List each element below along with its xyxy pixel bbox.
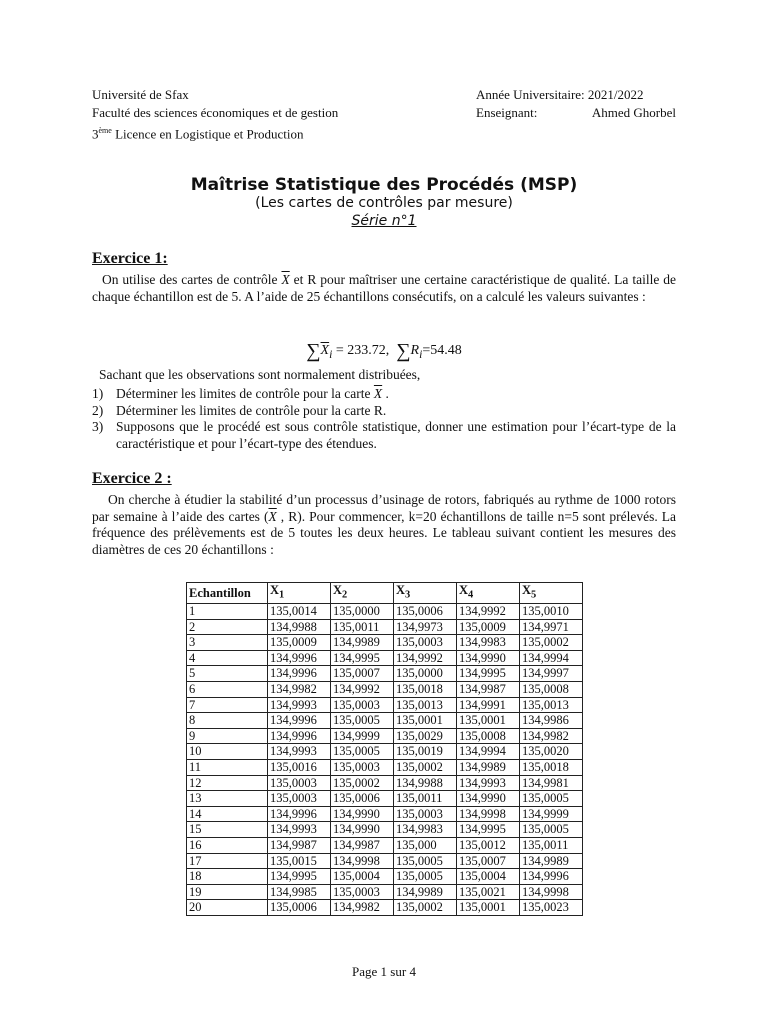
question-3: 3) Supposons que le procédé est sous contrôle statistique, donner une estimation pour l’écart-type de la caractéristique et pour l’écart-type des étendues. [92, 419, 676, 451]
measurement-cell: 134,9990 [331, 806, 394, 822]
teacher-label: Enseignant: [476, 105, 538, 120]
measurement-cell: 134,9988 [268, 619, 331, 635]
measurement-cell: 135,0005 [331, 744, 394, 760]
measurement-cell: 134,9983 [394, 822, 457, 838]
measurement-cell: 135,0018 [520, 760, 583, 776]
measurement-cell: 135,0002 [331, 775, 394, 791]
measurement-cell: 135,0016 [268, 760, 331, 776]
table-header-row [187, 583, 583, 604]
measurement-cell: 134,9996 [268, 806, 331, 822]
measurement-cell: 134,9993 [457, 775, 520, 791]
document-subtitle: (Les cartes de contrôles par mesure) [255, 195, 513, 211]
measurement-cell: 134,9973 [394, 619, 457, 635]
table-row [187, 619, 583, 635]
measurement-cell: 135,0001 [457, 900, 520, 916]
page-number: Page 1 sur 4 [352, 964, 416, 979]
measurement-cell: 134,9995 [331, 650, 394, 666]
measurement-cell: 135,0014 [268, 604, 331, 620]
academic-year: Année Universitaire: 2021/2022 [476, 87, 644, 102]
measurement-cell: 134,9993 [268, 822, 331, 838]
measurement-cell: 134,9994 [520, 650, 583, 666]
exercise-2-intro: On cherche à étudier la stabilité d’un processus d’usinage de rotors, fabriqués au rythme de 1000 rotors par semaine à l’aide des cartes ($\overline{X}$ , R). Pour commencer, k=20 échantillons de taille n=5 sont prélevés. La fréquence des prélèvements est de 5 toutes les deux heures. Le tableau suivant contient les mesures des diamètres de ces 20 échantillons : [92, 492, 676, 557]
measurement-cell: 135,0007 [457, 853, 520, 869]
measurement-cell: 135,0011 [520, 838, 583, 854]
measurement-cell: 135,000 [394, 838, 457, 854]
measurement-cell: 135,0011 [331, 619, 394, 635]
sample-number-cell: 11 [187, 760, 268, 776]
table-row [187, 884, 583, 900]
table-row [187, 682, 583, 698]
measurement-cell: 134,9988 [394, 775, 457, 791]
measurement-cell: 135,0023 [520, 900, 583, 916]
measurement-cell: 135,0000 [394, 666, 457, 682]
table-row [187, 666, 583, 682]
question-1: 1) Déterminer les limites de contrôle pour la carte $\overline{X}$ . [92, 386, 389, 401]
measurement-cell: 135,0009 [268, 635, 331, 651]
header-x3: $X_3$ [394, 583, 457, 604]
sample-number-cell: 8 [187, 713, 268, 729]
measurement-cell: 134,9993 [268, 744, 331, 760]
measurement-cell: 134,9989 [457, 760, 520, 776]
measurements-table [186, 582, 583, 916]
table-row [187, 604, 583, 620]
measurement-cell: 135,0002 [520, 635, 583, 651]
measurement-cell: 134,9994 [457, 744, 520, 760]
measurement-cell: 134,9996 [268, 666, 331, 682]
exercise-2-heading: Exercice 2 : [92, 470, 172, 487]
measurement-cell: 135,0002 [394, 760, 457, 776]
header-x4: $X_4$ [457, 583, 520, 604]
measurement-cell: 135,0003 [394, 635, 457, 651]
measurement-cell: 134,9995 [457, 666, 520, 682]
measurement-cell: 134,9992 [457, 604, 520, 620]
measurement-cell: 135,0003 [331, 697, 394, 713]
measurement-cell: 135,0010 [520, 604, 583, 620]
measurement-cell: 135,0004 [331, 869, 394, 885]
measurement-cell: 134,9996 [268, 728, 331, 744]
measurement-cell: 134,9987 [268, 838, 331, 854]
measurement-cell: 134,9982 [268, 682, 331, 698]
header-x1: $X_1$ [268, 583, 331, 604]
measurement-cell: 134,9996 [520, 869, 583, 885]
measurement-cell: 135,0000 [331, 604, 394, 620]
measurement-cell: 135,0005 [331, 713, 394, 729]
table-row [187, 869, 583, 885]
sample-number-cell: 7 [187, 697, 268, 713]
teacher-name: Ahmed Ghorbel [591, 105, 676, 120]
measurement-cell: 135,0003 [331, 760, 394, 776]
measurement-cell: 134,9990 [457, 791, 520, 807]
table-row [187, 791, 583, 807]
measurement-cell: 134,9995 [268, 869, 331, 885]
exercise-1-questions [92, 386, 676, 452]
measurement-cell: 134,9998 [331, 853, 394, 869]
measurement-cell: 134,9971 [520, 619, 583, 635]
sample-number-cell: 13 [187, 791, 268, 807]
measurement-cell: 135,0005 [520, 822, 583, 838]
measurement-cell: 135,0020 [520, 744, 583, 760]
measurement-cell: 134,9983 [457, 635, 520, 651]
measurement-cell: 135,0003 [331, 884, 394, 900]
sample-number-cell: 9 [187, 728, 268, 744]
sample-number-cell: 19 [187, 884, 268, 900]
measurement-cell: 134,9991 [457, 697, 520, 713]
measurement-cell: 135,0008 [457, 728, 520, 744]
measurement-cell: 134,9990 [331, 822, 394, 838]
exercise-1-heading: Exercice 1: [92, 250, 168, 267]
measurement-cell: 135,0008 [520, 682, 583, 698]
header-x5: $X_5$ [520, 583, 583, 604]
sample-number-cell: 12 [187, 775, 268, 791]
faculty-name: Faculté des sciences économiques et de gestion [92, 105, 339, 120]
table-row [187, 744, 583, 760]
measurement-cell: 134,9997 [520, 666, 583, 682]
measurement-cell: 135,0021 [457, 884, 520, 900]
sample-number-cell: 4 [187, 650, 268, 666]
measurement-cell: 135,0018 [394, 682, 457, 698]
table-row [187, 806, 583, 822]
measurement-cell: 134,9987 [331, 838, 394, 854]
measurement-cell: 135,0005 [394, 853, 457, 869]
sample-number-cell: 16 [187, 838, 268, 854]
measurement-cell: 134,9989 [520, 853, 583, 869]
table-row [187, 838, 583, 854]
measurement-cell: 135,0001 [457, 713, 520, 729]
measurement-cell: 135,0015 [268, 853, 331, 869]
measurement-cell: 134,9989 [394, 884, 457, 900]
measurement-cell: 135,0009 [457, 619, 520, 635]
measurement-cell: 134,9999 [520, 806, 583, 822]
sample-number-cell: 20 [187, 900, 268, 916]
sample-number-cell: 1 [187, 604, 268, 620]
measurement-cell: 134,9986 [520, 713, 583, 729]
measurement-cell: 134,9995 [457, 822, 520, 838]
measurement-cell: 135,0007 [331, 666, 394, 682]
table-row [187, 650, 583, 666]
measurement-cell: 135,0005 [520, 791, 583, 807]
measurement-cell: 134,9985 [268, 884, 331, 900]
sample-number-cell: 10 [187, 744, 268, 760]
table-row [187, 853, 583, 869]
teacher-line [476, 104, 676, 122]
header-x2: $X_2$ [331, 583, 394, 604]
sample-number-cell: 17 [187, 853, 268, 869]
measurement-cell: 135,0003 [394, 806, 457, 822]
table-row [187, 713, 583, 729]
sample-number-cell: 5 [187, 666, 268, 682]
measurement-cell: 134,9990 [457, 650, 520, 666]
series-number: Série n°1 [351, 213, 417, 229]
measurement-cell: 135,0029 [394, 728, 457, 744]
table-row [187, 728, 583, 744]
program-name: 3ème Licence en Logistique et Production [92, 126, 304, 142]
measurement-cell: 134,9998 [520, 884, 583, 900]
measurement-cell: 135,0003 [268, 775, 331, 791]
measurement-cell: 135,0012 [457, 838, 520, 854]
exercise-1-formula: $\sum\overline{X}_i = 233.72$, $\sum R_i=54.48$ [306, 340, 462, 362]
exercise-1-lead: Sachant que les observations sont normalement distribuées, [99, 367, 421, 382]
measurement-cell: 134,9981 [520, 775, 583, 791]
measurement-cell: 135,0011 [394, 791, 457, 807]
measurement-cell: 135,0013 [394, 697, 457, 713]
university-name: Université de Sfax [92, 87, 189, 102]
measurement-cell: 134,9996 [268, 713, 331, 729]
table-row [187, 900, 583, 916]
measurement-cell: 135,0004 [457, 869, 520, 885]
question-2: 2) Déterminer les limites de contrôle pour la carte R. [92, 402, 387, 418]
table-row [187, 697, 583, 713]
sample-number-cell: 3 [187, 635, 268, 651]
table-row [187, 760, 583, 776]
measurement-cell: 135,0006 [268, 900, 331, 916]
measurement-cell: 134,9999 [331, 728, 394, 744]
measurement-cell: 135,0006 [331, 791, 394, 807]
header-right [476, 86, 676, 122]
measurement-cell: 134,9992 [394, 650, 457, 666]
measurement-cell: 134,9996 [268, 650, 331, 666]
measurement-cell: 134,9992 [331, 682, 394, 698]
measurement-cell: 134,9989 [331, 635, 394, 651]
measurement-cell: 134,9998 [457, 806, 520, 822]
sample-number-cell: 15 [187, 822, 268, 838]
sum-x-value: = 233.72, [335, 343, 390, 358]
exercise-1-intro: On utilise des cartes de contrôle $\overline{X}$ et R pour maîtriser une certaine caractéristique de qualité. La taille de chaque échantillon est de 5. A l’aide de 25 échantillons consécutifs, on a calculé les valeurs suivantes : [92, 272, 676, 304]
table-row [187, 822, 583, 838]
measurement-cell: 135,0001 [394, 713, 457, 729]
document-title: Maîtrise Statistique des Procédés (MSP) [190, 175, 578, 195]
measurement-cell: 134,9987 [457, 682, 520, 698]
sample-number-cell: 14 [187, 806, 268, 822]
measurement-cell: 134,9982 [520, 728, 583, 744]
measurement-cell: 135,0006 [394, 604, 457, 620]
sum-r-value: =54.48 [422, 343, 462, 358]
measurement-cell: 134,9982 [331, 900, 394, 916]
sample-number-cell: 2 [187, 619, 268, 635]
measurement-cell: 135,0019 [394, 744, 457, 760]
table-row [187, 635, 583, 651]
measurement-cell: 134,9993 [268, 697, 331, 713]
header-sample: Echantillon [187, 583, 268, 604]
header-left [92, 86, 338, 143]
table-row [187, 775, 583, 791]
measurement-cell: 135,0005 [394, 869, 457, 885]
sample-number-cell: 18 [187, 869, 268, 885]
measurement-cell: 135,0013 [520, 697, 583, 713]
measurement-cell: 135,0003 [268, 791, 331, 807]
sample-number-cell: 6 [187, 682, 268, 698]
measurement-cell: 135,0002 [394, 900, 457, 916]
